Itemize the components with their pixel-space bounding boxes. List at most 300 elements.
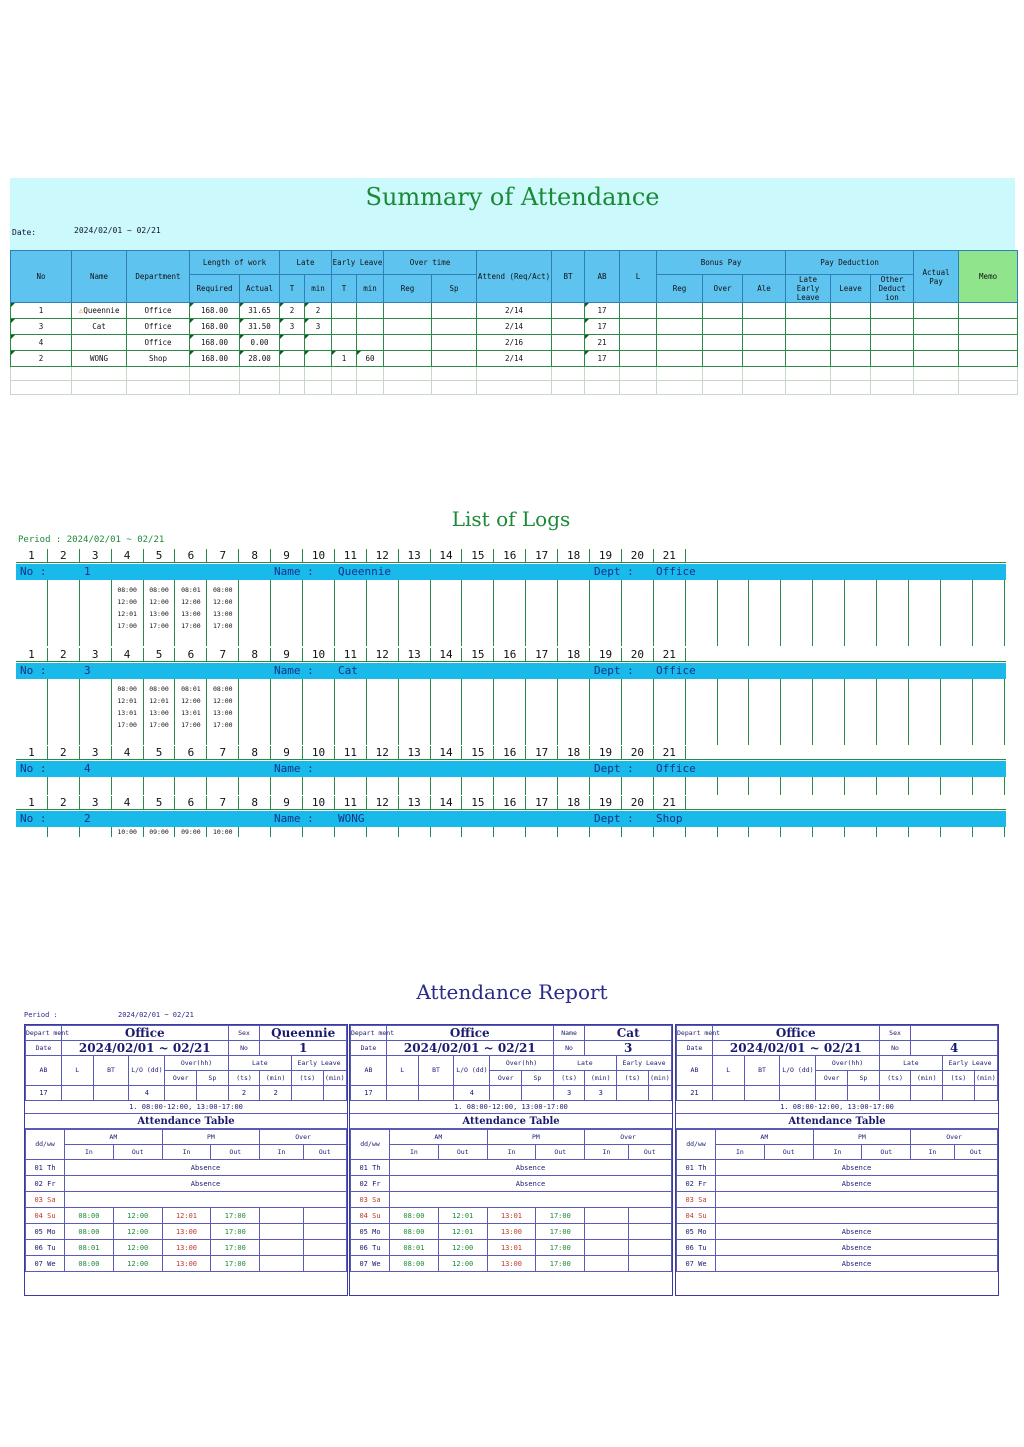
day-label: 02 Fr <box>26 1176 65 1192</box>
day-number: 7 <box>207 796 239 809</box>
day-number: 3 <box>80 549 112 562</box>
log-day-cell <box>781 777 813 795</box>
log-day-cell <box>526 777 558 795</box>
day-label: 06 Tu <box>677 1240 716 1256</box>
log-day-cell <box>144 679 176 745</box>
pm-in: 13:00 <box>162 1256 211 1272</box>
day-number: 11 <box>335 746 367 759</box>
log-day-cell <box>590 679 622 745</box>
cell-early-min: 60 <box>357 351 384 367</box>
l-label: L <box>61 1056 93 1086</box>
log-day-cell <box>335 679 367 745</box>
cell-actual-pay <box>914 351 959 367</box>
log-day-cell <box>367 679 399 745</box>
over-out <box>303 1256 346 1272</box>
day-number: 5 <box>144 648 176 661</box>
log-day-cell <box>718 827 750 837</box>
log-day-cell <box>112 580 144 646</box>
card-row-stats-head <box>351 1056 672 1071</box>
log-day-cell <box>112 679 144 745</box>
log-day-cell <box>399 580 431 646</box>
cell-over-sp <box>432 335 477 351</box>
card-row-stats-head <box>26 1056 347 1071</box>
log-time: 12:00 <box>213 598 233 606</box>
over-label: Over <box>585 1130 672 1145</box>
day-number: 19 <box>590 796 622 809</box>
day-header-row <box>16 549 1006 563</box>
day-number: 13 <box>399 796 431 809</box>
day-number: 14 <box>431 796 463 809</box>
log-day-cell <box>367 580 399 646</box>
pm-in: 13:00 <box>487 1224 536 1240</box>
pm-out: 17:00 <box>536 1224 585 1240</box>
col-department: Department <box>127 251 190 303</box>
day-label: 05 Mo <box>351 1224 390 1240</box>
log-day-cell <box>207 679 239 745</box>
early-min-label: (min) <box>648 1071 671 1086</box>
log-day-cell <box>207 580 239 646</box>
bt-label: BT <box>418 1056 454 1086</box>
pm-label: PM <box>162 1130 260 1145</box>
log-time: 12:01 <box>117 697 137 705</box>
day-number: 4 <box>112 796 144 809</box>
blank-cell <box>620 381 657 395</box>
log-day-cell <box>175 580 207 646</box>
absence-text <box>390 1192 672 1208</box>
log-day-cell <box>909 827 941 837</box>
log-day-cell <box>749 827 781 837</box>
col-required: Required <box>190 275 240 303</box>
cell-over-reg <box>384 335 432 351</box>
cell-name <box>72 303 127 319</box>
blank-cell <box>703 381 743 395</box>
pm-in: 12:01 <box>162 1208 211 1224</box>
log-day-cell <box>16 777 48 795</box>
cell-late-early <box>786 351 831 367</box>
log-time: 12:00 <box>149 598 169 606</box>
over-out <box>628 1208 671 1224</box>
cell-bonus-ale <box>743 319 786 335</box>
cell-name-text: Queennie <box>83 306 120 315</box>
col-leave: Leave <box>831 275 871 303</box>
blank-cell <box>305 367 332 381</box>
card-header-table <box>676 1025 998 1101</box>
cell-other <box>871 319 914 335</box>
log-day-cell <box>749 580 781 646</box>
cell-ab: 21 <box>585 335 620 351</box>
out-label: Out <box>954 1145 997 1160</box>
am-out: 12:00 <box>438 1240 487 1256</box>
lo-value: 4 <box>129 1086 165 1101</box>
col-pay-deduction: Pay Deduction <box>786 251 914 275</box>
log-day-cell <box>941 777 973 795</box>
cell-l <box>620 351 657 367</box>
cell-name: WONG <box>72 351 127 367</box>
log-day-cell <box>781 827 813 837</box>
day-label: 03 Sa <box>677 1192 716 1208</box>
log-day-cell <box>271 827 303 837</box>
log-day-cell <box>526 827 558 837</box>
cell-bonus-over <box>703 351 743 367</box>
no-value: 1 <box>260 1041 347 1056</box>
bt-label: BT <box>93 1056 129 1086</box>
early-ts-value <box>617 1086 649 1101</box>
col-early-leave: Early Leave <box>332 251 384 275</box>
date-from: 2024/02/01 ~ 02/21 <box>61 1041 228 1056</box>
log-day-cell <box>909 580 941 646</box>
day-number: 1 <box>16 746 48 759</box>
col-early-min: min <box>357 275 384 303</box>
day-number: 9 <box>271 648 303 661</box>
log-time: 08:01 <box>181 586 201 594</box>
cell-over-sp <box>432 319 477 335</box>
col-attend: Attend (Req/Act) <box>477 251 552 303</box>
log-day-cell <box>175 679 207 745</box>
early-leave-label: Early Leave <box>292 1056 347 1071</box>
name-value <box>911 1026 998 1041</box>
date-label: Date <box>677 1041 713 1056</box>
log-day-cell <box>399 777 431 795</box>
day-header-row <box>16 746 1006 760</box>
sp-value <box>196 1086 228 1101</box>
cell-leave <box>831 351 871 367</box>
cell-over-sp <box>432 303 477 319</box>
card-header-table <box>25 1025 347 1101</box>
absence-text: Absence <box>716 1256 998 1272</box>
late-label: Late <box>228 1056 291 1071</box>
sp-label: Sp <box>522 1071 554 1086</box>
cell-late-t <box>280 335 305 351</box>
log-day-cell <box>207 777 239 795</box>
day-number: 17 <box>526 796 558 809</box>
pm-out: 17:00 <box>536 1256 585 1272</box>
day-number: 15 <box>462 648 494 661</box>
log-day-cell <box>718 679 750 745</box>
lo-label: L/O (dd) <box>129 1056 165 1086</box>
cell-actual: 28.00 <box>240 351 280 367</box>
report-period-label: Period : <box>24 1011 58 1019</box>
day-number: 5 <box>144 746 176 759</box>
day-label: 07 We <box>26 1256 65 1272</box>
cell-bonus-ale <box>743 303 786 319</box>
day-number: 6 <box>175 549 207 562</box>
log-day-cell <box>558 580 590 646</box>
sp-label: Sp <box>196 1071 228 1086</box>
out-label: Out <box>628 1145 671 1160</box>
log-day-cell <box>558 679 590 745</box>
log-day-cell <box>941 679 973 745</box>
log-day-cell <box>239 679 271 745</box>
pm-out: 17:00 <box>211 1208 260 1224</box>
am-in: 08:00 <box>65 1256 114 1272</box>
day-number: 7 <box>207 648 239 661</box>
card-row-date <box>26 1041 347 1056</box>
day-number: 14 <box>431 648 463 661</box>
att-head-1 <box>26 1130 347 1145</box>
early-ts-label: (ts) <box>943 1071 975 1086</box>
log-day-cell <box>462 679 494 745</box>
blank-cell <box>914 381 959 395</box>
blank-cell <box>127 381 190 395</box>
pm-out: 17:00 <box>536 1208 585 1224</box>
log-day-cell <box>494 679 526 745</box>
attendance-row <box>677 1256 998 1272</box>
day-number: 13 <box>399 549 431 562</box>
attendance-row <box>26 1160 347 1176</box>
over-label: Over <box>165 1071 197 1086</box>
cell-bonus-reg <box>657 351 703 367</box>
day-number: 16 <box>494 796 526 809</box>
no-label: No <box>553 1041 585 1056</box>
blank-cell <box>432 367 477 381</box>
emp-no: 2 <box>84 812 91 825</box>
emp-dept-label: Dept : <box>594 812 634 825</box>
blank-cell <box>384 367 432 381</box>
col-no: No <box>11 251 72 303</box>
blank-cell <box>477 367 552 381</box>
blank-cell <box>190 367 240 381</box>
cell-bonus-over <box>703 335 743 351</box>
ab-value: 21 <box>677 1086 713 1101</box>
department-label: Depart ment <box>351 1026 387 1041</box>
log-day-cell <box>80 827 112 837</box>
cell-ab: 17 <box>585 351 620 367</box>
log-time: 12:01 <box>149 697 169 705</box>
emp-no: 1 <box>84 565 91 578</box>
att-head-2 <box>351 1145 672 1160</box>
emp-no-label: No : <box>20 812 47 825</box>
day-number: 18 <box>558 648 590 661</box>
attendance-row <box>351 1160 672 1176</box>
cell-bonus-reg <box>657 303 703 319</box>
attendance-row <box>351 1240 672 1256</box>
day-number: 10 <box>303 549 335 562</box>
pm-in: 13:00 <box>162 1224 211 1240</box>
cell-attend: 2/14 <box>477 303 552 319</box>
blank-cell <box>871 381 914 395</box>
log-time: 17:00 <box>213 622 233 630</box>
lo-label: L/O (dd) <box>454 1056 490 1086</box>
blank-cell <box>871 367 914 381</box>
blank-cell <box>240 367 280 381</box>
blank-cell <box>384 381 432 395</box>
col-actual: Actual <box>240 275 280 303</box>
ab-label: AB <box>677 1056 713 1086</box>
col-over-time: Over time <box>384 251 477 275</box>
day-number: 2 <box>48 746 80 759</box>
cell-over-reg <box>384 319 432 335</box>
pm-in: 13:00 <box>487 1256 536 1272</box>
cell-attend: 2/14 <box>477 351 552 367</box>
log-day-cell <box>877 679 909 745</box>
day-number: 9 <box>271 746 303 759</box>
log-day-cell <box>112 777 144 795</box>
log-time: 17:00 <box>117 721 137 729</box>
log-time: 12:00 <box>117 598 137 606</box>
day-label: 06 Tu <box>351 1240 390 1256</box>
log-day-cell <box>654 777 686 795</box>
log-day-cell <box>271 777 303 795</box>
log-day-cell <box>144 580 176 646</box>
blank-cell <box>703 367 743 381</box>
logs-section <box>16 505 1006 840</box>
cell-required: 168.00 <box>190 303 240 319</box>
over-label: Over <box>260 1130 347 1145</box>
date-label: Date <box>26 1041 62 1056</box>
cell-no: 4 <box>11 335 72 351</box>
log-day-cell <box>239 777 271 795</box>
ab-label: AB <box>26 1056 62 1086</box>
col-late-t: T <box>280 275 305 303</box>
log-day-cell <box>144 777 176 795</box>
am-in: 08:00 <box>390 1256 439 1272</box>
emp-name: WONG <box>338 812 365 825</box>
blank-cell <box>240 381 280 395</box>
day-number: 17 <box>526 549 558 562</box>
day-number: 10 <box>303 648 335 661</box>
day-number: 1 <box>16 648 48 661</box>
l-value <box>386 1086 418 1101</box>
table-row <box>11 303 1018 319</box>
log-cells <box>16 777 1006 795</box>
cell-over-reg <box>384 303 432 319</box>
emp-name-label: Name : <box>274 812 314 825</box>
attendance-table-title: Attendance Table <box>676 1114 998 1129</box>
over-value <box>490 1086 522 1101</box>
over-in <box>260 1208 303 1224</box>
log-day-cell <box>80 777 112 795</box>
late-min-value: 3 <box>585 1086 617 1101</box>
log-day-cell <box>48 827 80 837</box>
emp-name-label: Name : <box>274 762 314 775</box>
log-day-cell <box>718 777 750 795</box>
cell-attend: 2/14 <box>477 319 552 335</box>
over-in <box>260 1240 303 1256</box>
log-day-cell <box>813 827 845 837</box>
am-out: 12:00 <box>113 1256 162 1272</box>
day-label: 01 Th <box>26 1160 65 1176</box>
ddww-label: dd/ww <box>26 1130 65 1160</box>
am-out: 12:00 <box>113 1240 162 1256</box>
log-day-cell <box>462 827 494 837</box>
blank-cell <box>959 381 1018 395</box>
over-out <box>303 1224 346 1240</box>
log-time: 17:00 <box>213 721 233 729</box>
day-number: 3 <box>80 648 112 661</box>
over-in <box>585 1208 628 1224</box>
cell-early-min <box>357 335 384 351</box>
log-day-cell <box>431 777 463 795</box>
day-number: 12 <box>367 648 399 661</box>
log-day-cell <box>686 580 718 646</box>
summary-section <box>10 178 1015 383</box>
attendance-row <box>26 1240 347 1256</box>
cell-memo <box>959 351 1018 367</box>
pm-in: 13:01 <box>487 1240 536 1256</box>
employee-bar <box>16 811 1006 827</box>
log-day-cell <box>303 827 335 837</box>
log-day-cell <box>303 679 335 745</box>
day-number: 20 <box>622 549 654 562</box>
over-out <box>303 1240 346 1256</box>
log-day-cell <box>558 777 590 795</box>
cell-actual: 31.50 <box>240 319 280 335</box>
log-day-cell <box>80 679 112 745</box>
pm-out: 17:00 <box>211 1224 260 1240</box>
day-number: 12 <box>367 796 399 809</box>
early-min-value <box>974 1086 997 1101</box>
absence-text: Absence <box>716 1160 998 1176</box>
logs-title: List of Logs <box>451 507 571 531</box>
am-out: 12:01 <box>438 1208 487 1224</box>
blank-cell <box>831 367 871 381</box>
am-out: 12:00 <box>113 1224 162 1240</box>
day-number: 11 <box>335 796 367 809</box>
log-day-cell <box>303 777 335 795</box>
day-label: 07 We <box>677 1256 716 1272</box>
day-label: 05 Mo <box>26 1224 65 1240</box>
log-day-cell <box>335 580 367 646</box>
attendance-table <box>350 1129 672 1272</box>
blank-cell <box>190 381 240 395</box>
log-time: 08:00 <box>213 685 233 693</box>
log-time: 08:00 <box>213 586 233 594</box>
cell-dept: Shop <box>127 351 190 367</box>
day-number: 7 <box>207 746 239 759</box>
log-day-cell <box>654 679 686 745</box>
blank-cell <box>743 367 786 381</box>
card-row-stats-values <box>26 1086 347 1101</box>
name-value: Cat <box>585 1026 672 1041</box>
in-label: In <box>65 1145 114 1160</box>
emp-dept-label: Dept : <box>594 762 634 775</box>
emp-name: Cat <box>338 664 358 677</box>
col-bt: BT <box>552 251 585 303</box>
cell-no: 1 <box>11 303 72 319</box>
cell-l <box>620 335 657 351</box>
day-number: 14 <box>431 746 463 759</box>
log-day-cell <box>877 827 909 837</box>
log-time: 09:00 <box>149 828 169 836</box>
blank-cell <box>786 381 831 395</box>
table-row <box>11 351 1018 367</box>
day-number: 15 <box>462 746 494 759</box>
blank-cell <box>127 367 190 381</box>
pm-out: 17:00 <box>211 1256 260 1272</box>
cell-bt <box>552 335 585 351</box>
absence-text <box>716 1192 998 1208</box>
cell-actual-pay <box>914 303 959 319</box>
log-day-cell <box>335 777 367 795</box>
day-label: 02 Fr <box>351 1176 390 1192</box>
attendance-card <box>349 1024 673 1296</box>
day-label: 01 Th <box>351 1160 390 1176</box>
over-value <box>816 1086 848 1101</box>
log-day-cell <box>622 580 654 646</box>
emp-dept-label: Dept : <box>594 664 634 677</box>
day-number: 2 <box>48 648 80 661</box>
attendance-row <box>677 1208 998 1224</box>
sex-label: Sex <box>879 1026 911 1041</box>
day-number: 18 <box>558 549 590 562</box>
day-number: 8 <box>239 746 271 759</box>
day-number: 2 <box>48 796 80 809</box>
late-label: Late <box>879 1056 942 1071</box>
card-row-dept <box>677 1026 998 1041</box>
sp-label: Sp <box>848 1071 880 1086</box>
col-late-early-leave: Late Early Leave <box>786 275 831 303</box>
card-row-dept <box>26 1026 347 1041</box>
